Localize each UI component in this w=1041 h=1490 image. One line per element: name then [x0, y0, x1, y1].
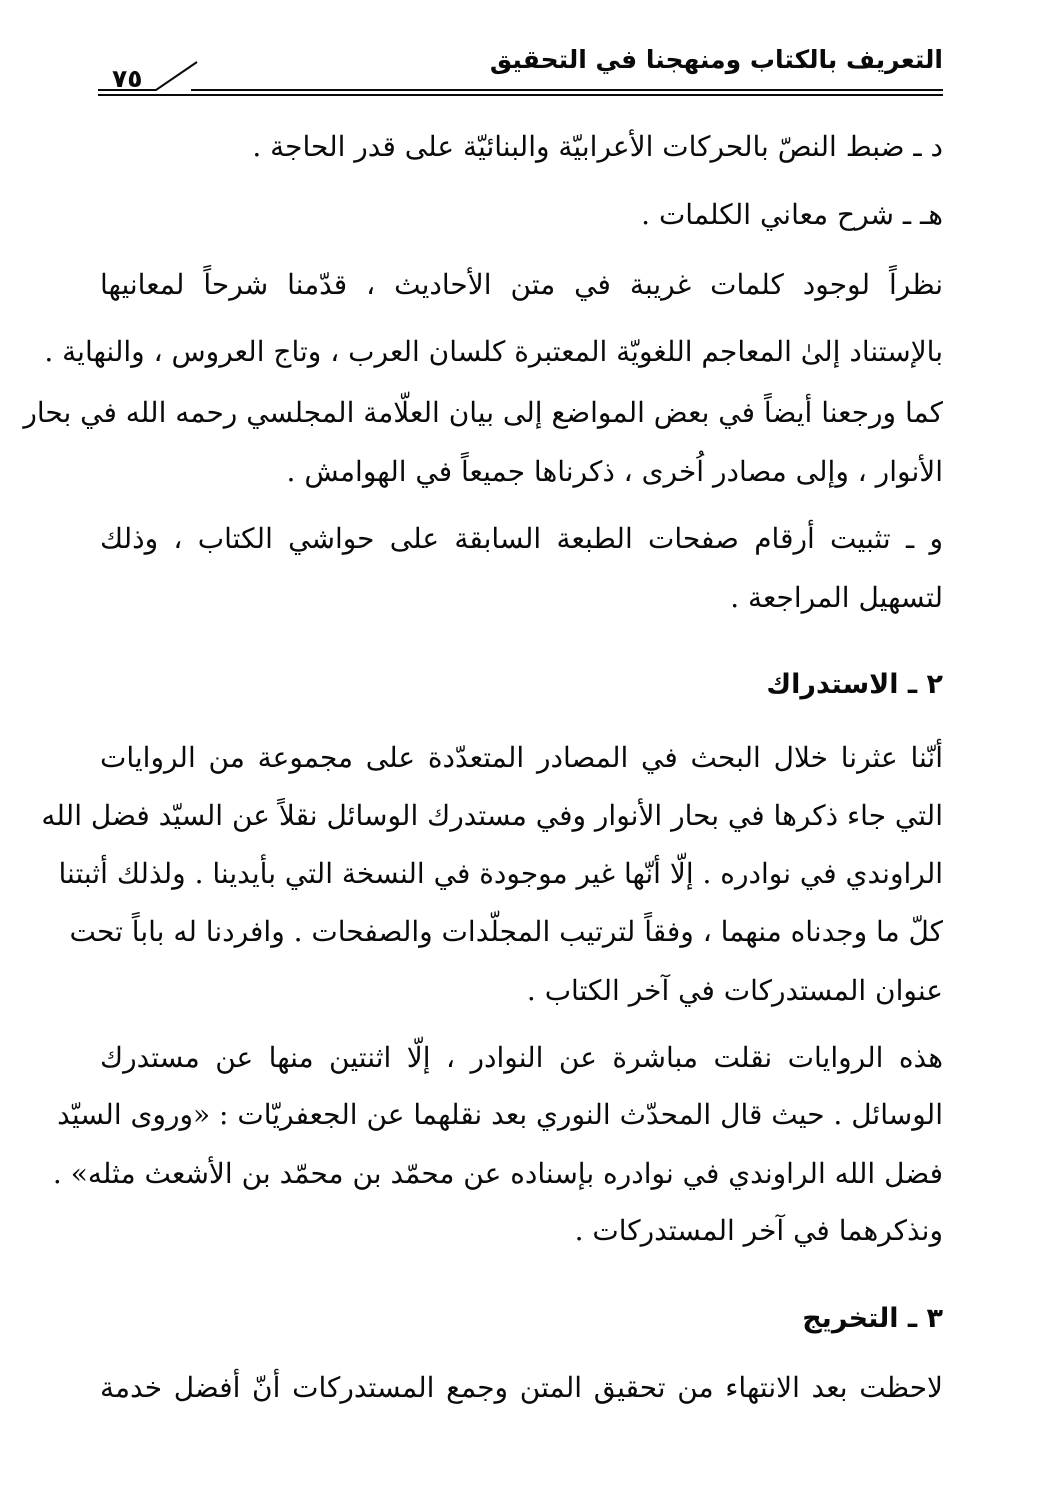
paragraph-line: أنّنا عثرنا خلال البحث في المصادر المتعدّدة على مجموعة من الروايات — [100, 741, 943, 774]
paragraph-line: ونذكرهما في آخر المستدركات . — [574, 1214, 943, 1247]
item-h-line: هـ ـ شرح معاني الكلمات . — [641, 198, 943, 231]
paragraph-line: عنوان المستدركات في آخر الكتاب . — [526, 974, 943, 1007]
section-heading-takhrij: ٣ ـ التخريج — [802, 1303, 943, 1334]
paragraph-line: كما ورجعنا أيضاً في بعض المواضع إلى بيان العلّامة المجلسي رحمه الله في بحار — [23, 396, 943, 429]
paragraph-line: الأنوار ، وإلى مصادر اُخرى ، ذكرناها جميعاً في الهوامش . — [286, 455, 943, 488]
paragraph-line: لاحظت بعد الانتهاء من تحقيق المتن وجمع المستدركات أنّ أفضل خدمة — [100, 1371, 943, 1404]
paragraph-line: الراوندي في نوادره . إلّا أنّها غير موجودة في النسخة التي بأيدينا . ولذلك أثبتنا — [58, 857, 943, 890]
paragraph-line: الوسائل . حيث قال المحدّث النوري بعد نقلهما عن الجعفريّات : «وروى السيّد — [57, 1098, 943, 1131]
page-number: ٧٥ — [112, 64, 143, 93]
paragraph-line: فضل الله الراوندي في نوادره بإسناده عن محمّد بن محمّد بن الأشعث مثله» . — [52, 1157, 943, 1190]
section-heading-istidrak: ٢ ـ الاستدراك — [766, 669, 943, 700]
paragraph-line: نظراً لوجود كلمات غريبة في متن الأحاديث ، قدّمنا شرحاً لمعانيها — [100, 268, 943, 301]
item-w-line: و ـ تثبيت أرقام صفحات الطبعة السابقة على حواشي الكتاب ، وذلك — [100, 522, 943, 555]
paragraph-line: هذه الروايات نقلت مباشرة عن النوادر ، إلّا اثنتين منها عن مستدرك — [100, 1041, 943, 1074]
item-d-line: د ـ ضبط النصّ بالحركات الأعرابيّة والبنائيّة على قدر الحاجة . — [252, 130, 943, 163]
header-rule — [0, 0, 1041, 110]
paragraph-line: بالإستناد إلىٰ المعاجم اللغويّة المعتبرة كلسان العرب ، وتاج العروس ، والنهاية . — [44, 335, 943, 368]
running-head-title: التعريف بالكتاب ومنهجنا في التحقيق — [489, 45, 943, 74]
paragraph-line: كلّ ما وجدناه منهما ، وفقاً لترتيب المجلّدات والصفحات . وافردنا له باباً تحت — [69, 915, 943, 948]
paragraph-line: التي جاء ذكرها في بحار الأنوار وفي مستدرك الوسائل نقلاً عن السيّد فضل الله — [41, 799, 943, 832]
item-w-line: لتسهيل المراجعة . — [730, 581, 943, 614]
